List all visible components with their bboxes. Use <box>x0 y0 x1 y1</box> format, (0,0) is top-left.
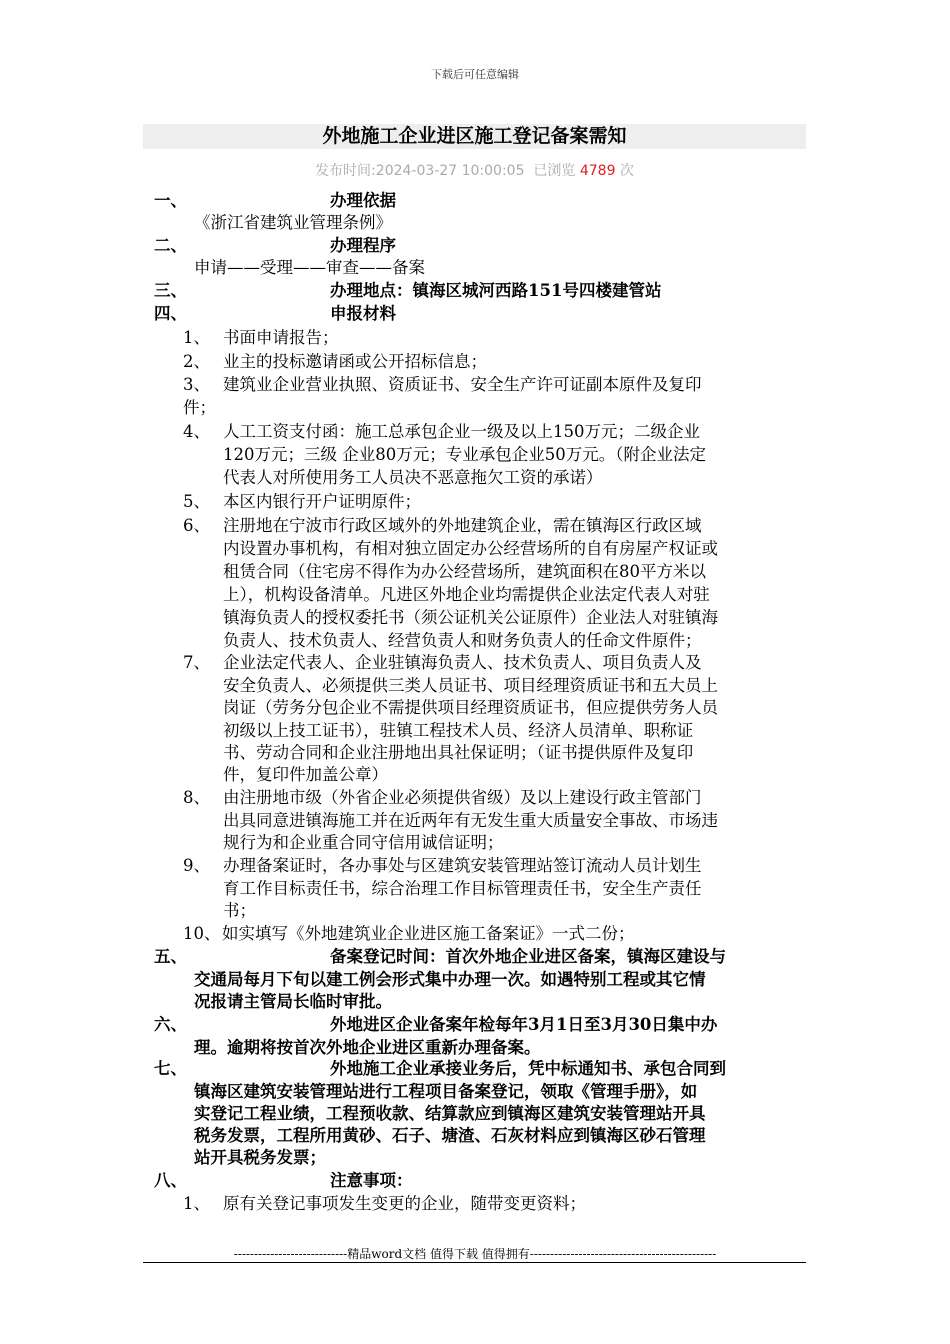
material-item-line: 上），机构设备清单。凡进区外地企业均需提供企业法定代表人对驻 <box>223 585 710 604</box>
section-4-number: 四、 <box>154 304 187 323</box>
material-item-number: 4、 <box>183 422 210 441</box>
material-item-line: 育工作目标责任书，综合治理工作目标管理责任书，安全生产责任 <box>223 879 702 898</box>
material-item-line: 120万元；三级 企业80万元；专业承包企业50万元。（附企业法定 <box>223 445 706 464</box>
views-count: 4789 <box>579 163 616 179</box>
section-5-number: 五、 <box>154 947 187 966</box>
views-label: 已浏览 <box>533 163 576 179</box>
note-item-line: 原有关登记事项发生变更的企业，随带变更资料； <box>223 1194 586 1213</box>
section-5-line: 交通局每月下旬以建工例会形式集中办理一次。如遇特别工程或其它情 <box>194 970 706 989</box>
material-item-number: 10、 <box>183 924 221 943</box>
material-item-line: 如实填写《外地建筑业企业进区施工备案证》一式二份； <box>222 924 635 943</box>
material-item-line: 书、劳动合同和企业注册地出具社保证明；（证书提供原件及复印 <box>223 743 694 762</box>
section-1-number: 一、 <box>154 191 187 210</box>
section-7-line: 外地施工企业承接业务后，凭中标通知书、承包合同到 <box>330 1059 726 1078</box>
publish-label: 发布时间: <box>315 163 376 179</box>
page-title: 外地施工企业进区施工登记备案需知 <box>322 125 627 147</box>
section-1-title: 办理依据 <box>330 191 396 210</box>
section-6-number: 六、 <box>154 1015 187 1034</box>
material-item-line: 由注册地市级（外省企业必须提供省级）及以上建设行政主管部门 <box>223 788 702 807</box>
section-1-body: 《浙江省建筑业管理条例》 <box>194 213 392 232</box>
section-7-number: 七、 <box>154 1059 187 1078</box>
section-3-number: 三、 <box>154 281 187 300</box>
views-unit: 次 <box>619 163 634 179</box>
material-item-line: 安全负责人、必须提供三类人员证书、项目经理资质证书和五大员上 <box>223 676 718 695</box>
material-item-line: 注册地在宁波市行政区域外的外地建筑企业，需在镇海区行政区域 <box>223 516 702 535</box>
material-item-line: 镇海负责人的授权委托书（须公证机关公证原件）企业法人对驻镇海 <box>223 608 718 627</box>
section-7-line: 实登记工程业绩，工程预收款、结算款应到镇海区建筑安装管理站开具 <box>194 1104 706 1123</box>
material-item-number: 8、 <box>183 788 210 807</box>
material-item-number: 2、 <box>183 352 210 371</box>
material-item-line: 件，复印件加盖公章） <box>223 765 388 784</box>
section-3-title: 办理地点：镇海区城河西路151号四楼建管站 <box>330 281 662 300</box>
material-item-number: 3、 <box>183 375 210 394</box>
section-7-line: 站开具税务发票； <box>194 1148 326 1167</box>
material-item-line: 企业法定代表人、企业驻镇海负责人、技术负责人、项目负责人及 <box>223 653 702 672</box>
section-6-line: 外地进区企业备案年检每年3月1日至3月30日集中办 <box>330 1015 718 1034</box>
section-8-number: 八、 <box>154 1171 187 1190</box>
material-item-number: 7、 <box>183 653 210 672</box>
material-item-line: 办理备案证时，各办事处与区建筑安装管理站签订流动人员计划生 <box>223 856 702 875</box>
section-4-title: 申报材料 <box>330 304 396 323</box>
section-6-line: 理。逾期将按首次外地企业进区重新办理备案。 <box>194 1038 541 1057</box>
header-note: 下载后可任意编辑 <box>431 68 519 81</box>
material-item-number: 9、 <box>183 856 210 875</box>
material-item-line: 书面申请报告； <box>223 328 339 347</box>
material-item-number: 5、 <box>183 492 210 511</box>
material-item-line: 初级以上技工证书），驻镇工程技术人员、经济人员清单、职称证 <box>223 721 694 740</box>
material-item-line: 件； <box>183 398 216 417</box>
footer-divider <box>143 1262 806 1263</box>
material-item-line: 建筑业企业营业执照、资质证书、安全生产许可证副本原件及复印 <box>223 375 702 394</box>
footer-note: ----------------------------精品word文档 值得下载 值得拥有---------------------------------------------- <box>233 1247 717 1261</box>
material-item-number: 1、 <box>183 328 210 347</box>
material-item-line: 代表人对所使用务工人员决不恶意拖欠工资的承诺） <box>223 468 603 487</box>
section-7-line: 镇海区建筑安装管理站进行工程项目备案登记，领取《管理手册》，如 <box>194 1082 698 1101</box>
section-8-title: 注意事项： <box>330 1171 413 1190</box>
section-2-body: 申请——受理——审查——备案 <box>194 258 425 277</box>
material-item-line: 租赁合同（住宅房不得作为办公经营场所，建筑面积在80平方米以 <box>223 562 706 581</box>
material-item-line: 出具同意进镇海施工并在近两年有无发生重大质量安全事故、市场违 <box>223 811 718 830</box>
section-5-line: 备案登记时间：首次外地企业进区备案，镇海区建设与 <box>330 947 726 966</box>
material-item-line: 岗证（劳务分包企业不需提供项目经理资质证书，但应提供劳务人员 <box>223 698 718 717</box>
section-5-line: 况报请主管局长临时审批。 <box>194 992 392 1011</box>
material-item-line: 业主的投标邀请函或公开招标信息； <box>223 352 487 371</box>
material-item-number: 6、 <box>183 516 210 535</box>
publish-meta <box>143 160 806 180</box>
material-item-line: 负责人、技术负责人、经营负责人和财务负责人的任命文件原件； <box>223 631 702 650</box>
material-item-line: 内设置办事机构，有相对独立固定办公经营场所的自有房屋产权证或 <box>223 539 718 558</box>
note-item-number: 1、 <box>183 1194 210 1213</box>
material-item-line: 本区内银行开户证明原件； <box>223 492 421 511</box>
publish-time: 2024-03-27 10:00:05 <box>375 163 525 179</box>
section-7-line: 税务发票，工程所用黄砂、石子、塘渣、石灰材料应到镇海区砂石管理 <box>194 1126 706 1145</box>
material-item-line: 书； <box>223 901 256 920</box>
material-item-line: 规行为和企业重合同守信用诚信证明； <box>223 833 504 852</box>
material-item-line: 人工工资支付函：施工总承包企业一级及以上150万元；二级企业 <box>223 422 700 441</box>
section-2-title: 办理程序 <box>330 236 396 255</box>
section-2-number: 二、 <box>154 236 187 255</box>
